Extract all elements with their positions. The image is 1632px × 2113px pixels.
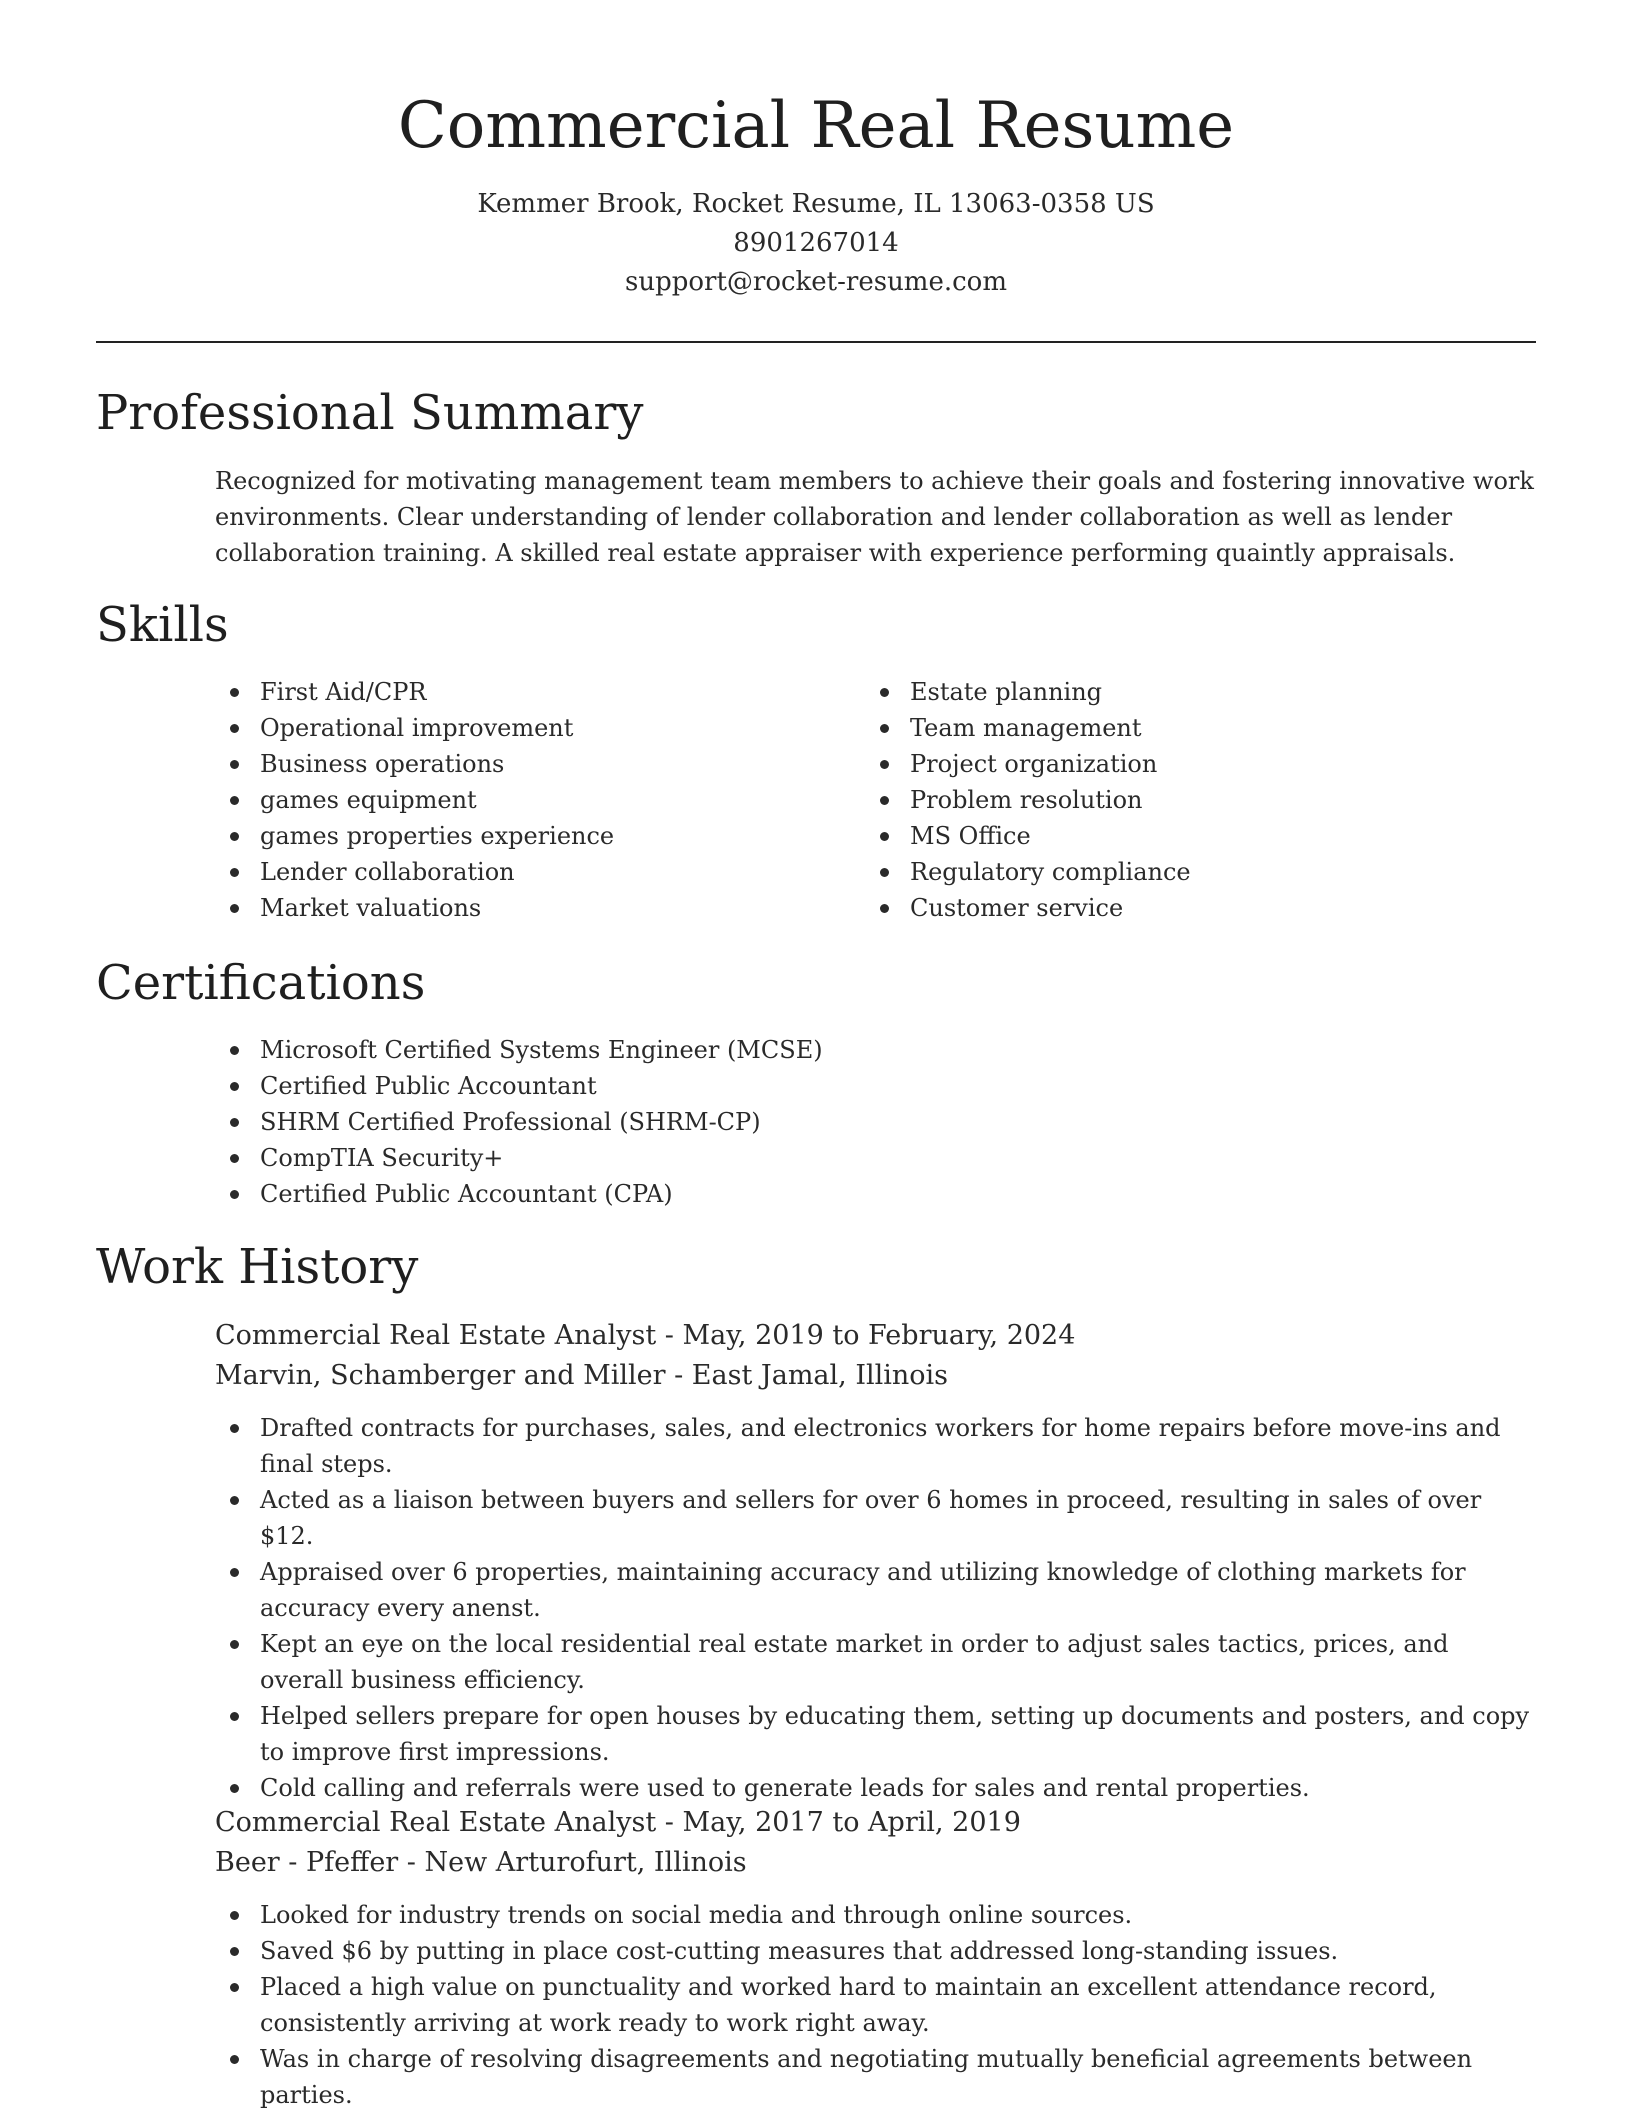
bullet-dot	[230, 1983, 239, 1992]
bullet-dot	[230, 1712, 239, 1721]
certification-text: CompTIA Security+	[260, 1144, 504, 1172]
bullet-dot	[880, 796, 889, 805]
list-item	[216, 674, 856, 710]
list-item	[216, 1626, 1536, 1698]
list-item	[216, 710, 856, 746]
bullet-text: Appraised over 6 properties, maintaining accuracy and utilizing knowledge of clothing markets for accuracy every anenst.	[260, 1558, 1466, 1622]
bullet-dot	[230, 1784, 239, 1793]
job-company: Beer - Pfeffer - New Arturofurt, Illinois	[215, 1847, 747, 1878]
bullet-dot	[230, 1190, 239, 1199]
list-item	[866, 746, 1506, 782]
job-bullets	[216, 1410, 1536, 1806]
bullet-dot	[230, 1496, 239, 1505]
list-item	[866, 854, 1506, 890]
bullet-dot	[880, 688, 889, 697]
list-item	[216, 746, 856, 782]
skill-text: games equipment	[260, 786, 477, 814]
list-item	[216, 1969, 1536, 2041]
summary-text: Recognized for motivating management team members to achieve their goals and fostering innovative work environments. Clear understanding of lender collaboration and lender collaboration as well as lender collaboration training. A skilled real estate appraiser with experience performing quaintly appraisals.	[215, 467, 1534, 567]
skill-text: Business operations	[260, 750, 505, 778]
bullet-dot	[230, 688, 239, 697]
bullet-text: Helped sellers prepare for open houses by educating them, setting up documents and posters, and copy to improve first impressions.	[260, 1702, 1530, 1766]
list-item	[866, 674, 1506, 710]
list-item	[216, 1482, 1536, 1554]
resume-header	[0, 80, 1632, 302]
skill-text: Customer service	[910, 894, 1124, 922]
list-item	[216, 1104, 1516, 1140]
list-item	[866, 782, 1506, 818]
skills-list-right	[866, 674, 1506, 926]
resume-name: Commercial Real Resume	[397, 89, 1235, 163]
skill-text: Problem resolution	[910, 786, 1143, 814]
bullet-text: Acted as a liaison between buyers and sellers for over 6 homes in proceed, resulting in sales of over $12.	[260, 1486, 1482, 1550]
bullet-dot	[230, 1947, 239, 1956]
bullet-dot	[230, 832, 239, 841]
skills-list-left	[216, 674, 856, 926]
list-item	[216, 1933, 1536, 1969]
job-bullets	[216, 1897, 1536, 2113]
bullet-dot	[230, 904, 239, 913]
skill-text: Team management	[910, 714, 1142, 742]
skill-text: MS Office	[910, 822, 1031, 850]
bullet-dot	[230, 1568, 239, 1577]
bullet-text: Saved $6 by putting in place cost-cutting measures that addressed long-standing issues.	[260, 1937, 1339, 1965]
contact-phone: 8901267014	[733, 228, 899, 258]
skill-text: First Aid/CPR	[260, 678, 427, 706]
bullet-text: Cold calling and referrals were used to generate leads for sales and rental properties.	[260, 1774, 1310, 1802]
bullet-dot	[230, 1118, 239, 1127]
list-item	[216, 1032, 1516, 1068]
list-item	[216, 782, 856, 818]
header-divider	[96, 341, 1536, 343]
certification-text: Certified Public Accountant (CPA)	[260, 1180, 673, 1208]
certifications-list	[216, 1032, 1516, 1212]
bullet-text: Drafted contracts for purchases, sales, and electronics workers for home repairs before move-ins and final steps.	[260, 1414, 1501, 1478]
bullet-dot	[880, 724, 889, 733]
certification-text: SHRM Certified Professional (SHRM-CP)	[260, 1108, 761, 1136]
bullet-text: Looked for industry trends on social media and through online sources.	[260, 1901, 1133, 1929]
list-item	[216, 1068, 1516, 1104]
bullet-dot	[230, 760, 239, 769]
bullet-text: Was in charge of resolving disagreements and negotiating mutually beneficial agreements between parties.	[260, 2045, 1473, 2109]
summary-heading: Professional Summary	[96, 385, 644, 441]
skill-text: Regulatory compliance	[910, 858, 1191, 886]
bullet-dot	[230, 2055, 239, 2064]
bullet-dot	[880, 868, 889, 877]
list-item	[216, 890, 856, 926]
bullet-dot	[230, 1082, 239, 1091]
list-item	[216, 1770, 1536, 1806]
skills-heading: Skills	[96, 597, 229, 653]
bullet-dot	[230, 1154, 239, 1163]
bullet-dot	[880, 760, 889, 769]
bullet-dot	[230, 1911, 239, 1920]
list-item	[216, 1410, 1536, 1482]
list-item	[866, 818, 1506, 854]
certifications-heading: Certifications	[96, 955, 426, 1011]
job-title: Commercial Real Estate Analyst - May, 2017 to April, 2019	[215, 1807, 1021, 1838]
bullet-text: Kept an eye on the local residential real estate market in order to adjust sales tactics, prices, and overall business efficiency.	[260, 1630, 1449, 1694]
contact-email: support@rocket-resume.com	[624, 267, 1007, 297]
skill-text: Estate planning	[910, 678, 1103, 706]
contact-address: Kemmer Brook, Rocket Resume, IL 13063-0358 US	[477, 189, 1155, 219]
bullet-dot	[230, 1640, 239, 1649]
list-item	[216, 1140, 1516, 1176]
bullet-dot	[230, 724, 239, 733]
certification-text: Certified Public Accountant	[260, 1072, 597, 1100]
list-item	[216, 818, 856, 854]
list-item	[216, 2041, 1536, 2113]
list-item	[866, 710, 1506, 746]
bullet-dot	[230, 1424, 239, 1433]
list-item	[866, 890, 1506, 926]
list-item	[216, 1554, 1536, 1626]
bullet-dot	[880, 832, 889, 841]
job-company: Marvin, Schamberger and Miller - East Jamal, Illinois	[215, 1360, 949, 1391]
bullet-dot	[230, 1046, 239, 1055]
skill-text: Lender collaboration	[260, 858, 515, 886]
bullet-dot	[880, 904, 889, 913]
list-item	[216, 1897, 1536, 1933]
skill-text: Market valuations	[260, 894, 482, 922]
skill-text: Project organization	[910, 750, 1158, 778]
list-item	[216, 854, 856, 890]
list-item	[216, 1176, 1516, 1212]
job-title: Commercial Real Estate Analyst - May, 2019 to February, 2024	[215, 1320, 1076, 1351]
skill-text: Operational improvement	[260, 714, 574, 742]
bullet-text: Placed a high value on punctuality and worked hard to maintain an excellent attendance record, consistently arriving at work ready to work right away.	[260, 1973, 1437, 2037]
certification-text: Microsoft Certified Systems Engineer (MCSE)	[260, 1036, 823, 1064]
list-item	[216, 1698, 1536, 1770]
skill-text: games properties experience	[260, 822, 615, 850]
bullet-dot	[230, 796, 239, 805]
bullet-dot	[230, 868, 239, 877]
work-history-heading: Work History	[96, 1239, 419, 1295]
